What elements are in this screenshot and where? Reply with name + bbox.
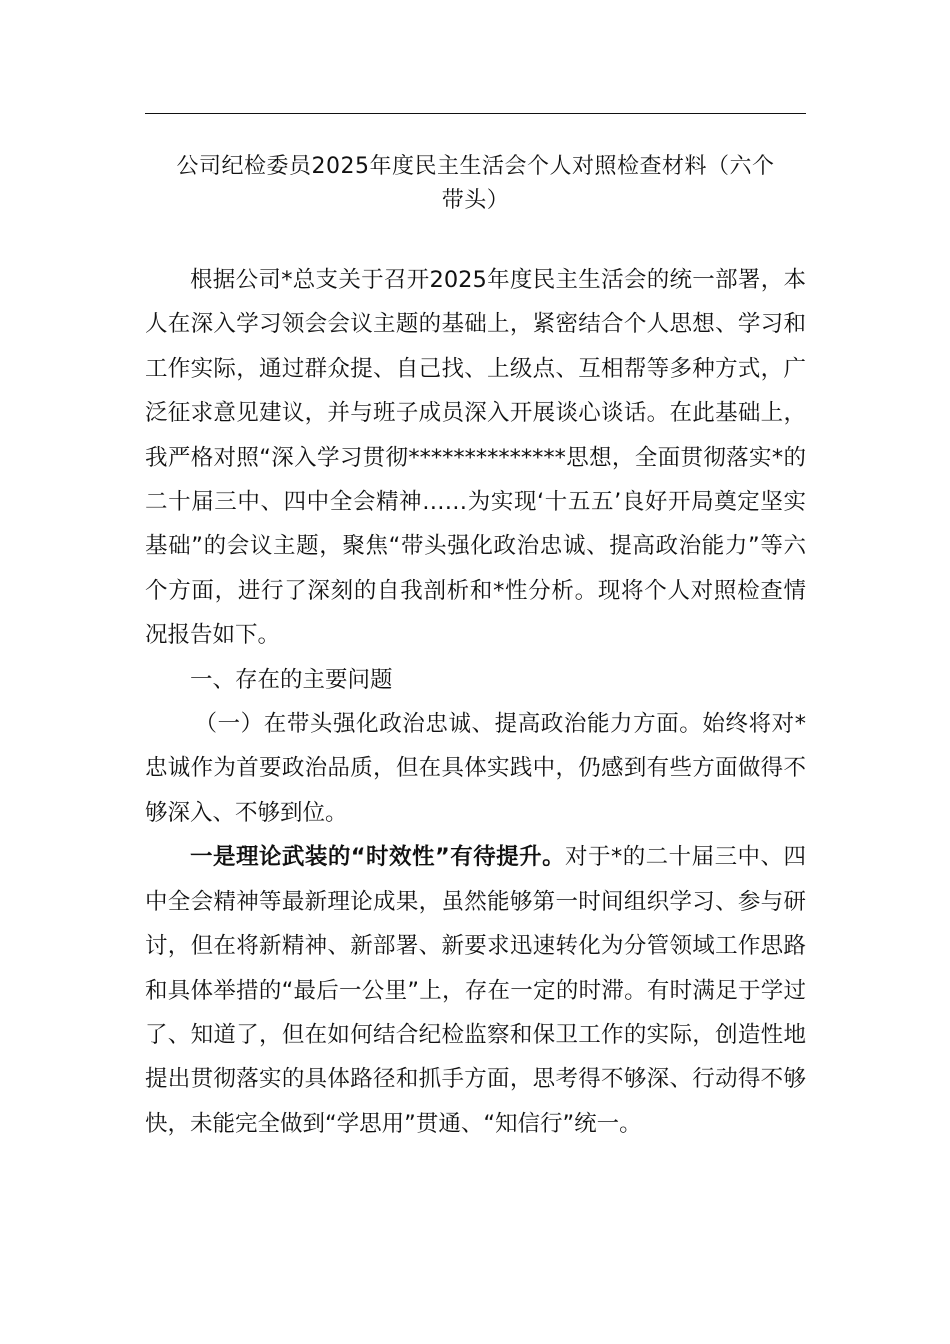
title-line-1: 公司纪检委员2025年度民主生活会个人对照检查材料（六个 bbox=[176, 154, 775, 179]
point-1-body: 对于*的二十届三中、四中全会精神等最新理论成果，虽然能够第一时间组织学习、参与研讨，但在将新精神、新部署、新要求迅速转化为分管领域工作思路和具体举措的“最后一公里”上，存在一定的时滞。有时满足于学过了、知道了，但在如何结合纪检监察和保卫工作的实际，创造性地提出贯彻落实的具体路径和抓手方面，思考得不够深、行动得不够快，未能完全做到“学思用”贯通、“知信行”统一。 bbox=[145, 844, 806, 1137]
intro-paragraph: 根据公司*总支关于召开2025年度民主生活会的统一部署，本人在深入学习领会会议主题的基础上，紧密结合个人思想、学习和工作实际，通过群众提、自己找、上级点、互相帮等多种方式，广泛征求意见建议，并与班子成员深入开展谈心谈话。在此基础上，我严格对照“深入学习贯彻**************思想，全面贯彻落实*的二十届三中、四中全会精神……为实现‘十五五’良好开局奠定坚实基础”的会议主题，聚焦“带头强化政治忠诚、提高政治能力”等六个方面，进行了深刻的自我剖析和*性分析。现将个人对照检查情况报告如下。 bbox=[145, 267, 806, 649]
section-heading: 一、存在的主要问题 bbox=[190, 666, 393, 693]
document-body bbox=[145, 258, 806, 1146]
point-1-lead: 一是理论武装的“时效性”有待提升。 bbox=[190, 844, 566, 871]
document-title bbox=[145, 150, 806, 218]
subsection-heading: （一）在带头强化政治忠诚、提高政治能力方面。始终将对*忠诚作为首要政治品质，但在具体实践中，仍感到有些方面做得不够深入、不够到位。 bbox=[145, 711, 806, 826]
title-line-2: 带头） bbox=[441, 188, 510, 213]
point-1-paragraph bbox=[145, 835, 806, 1146]
header-rule bbox=[145, 113, 806, 114]
